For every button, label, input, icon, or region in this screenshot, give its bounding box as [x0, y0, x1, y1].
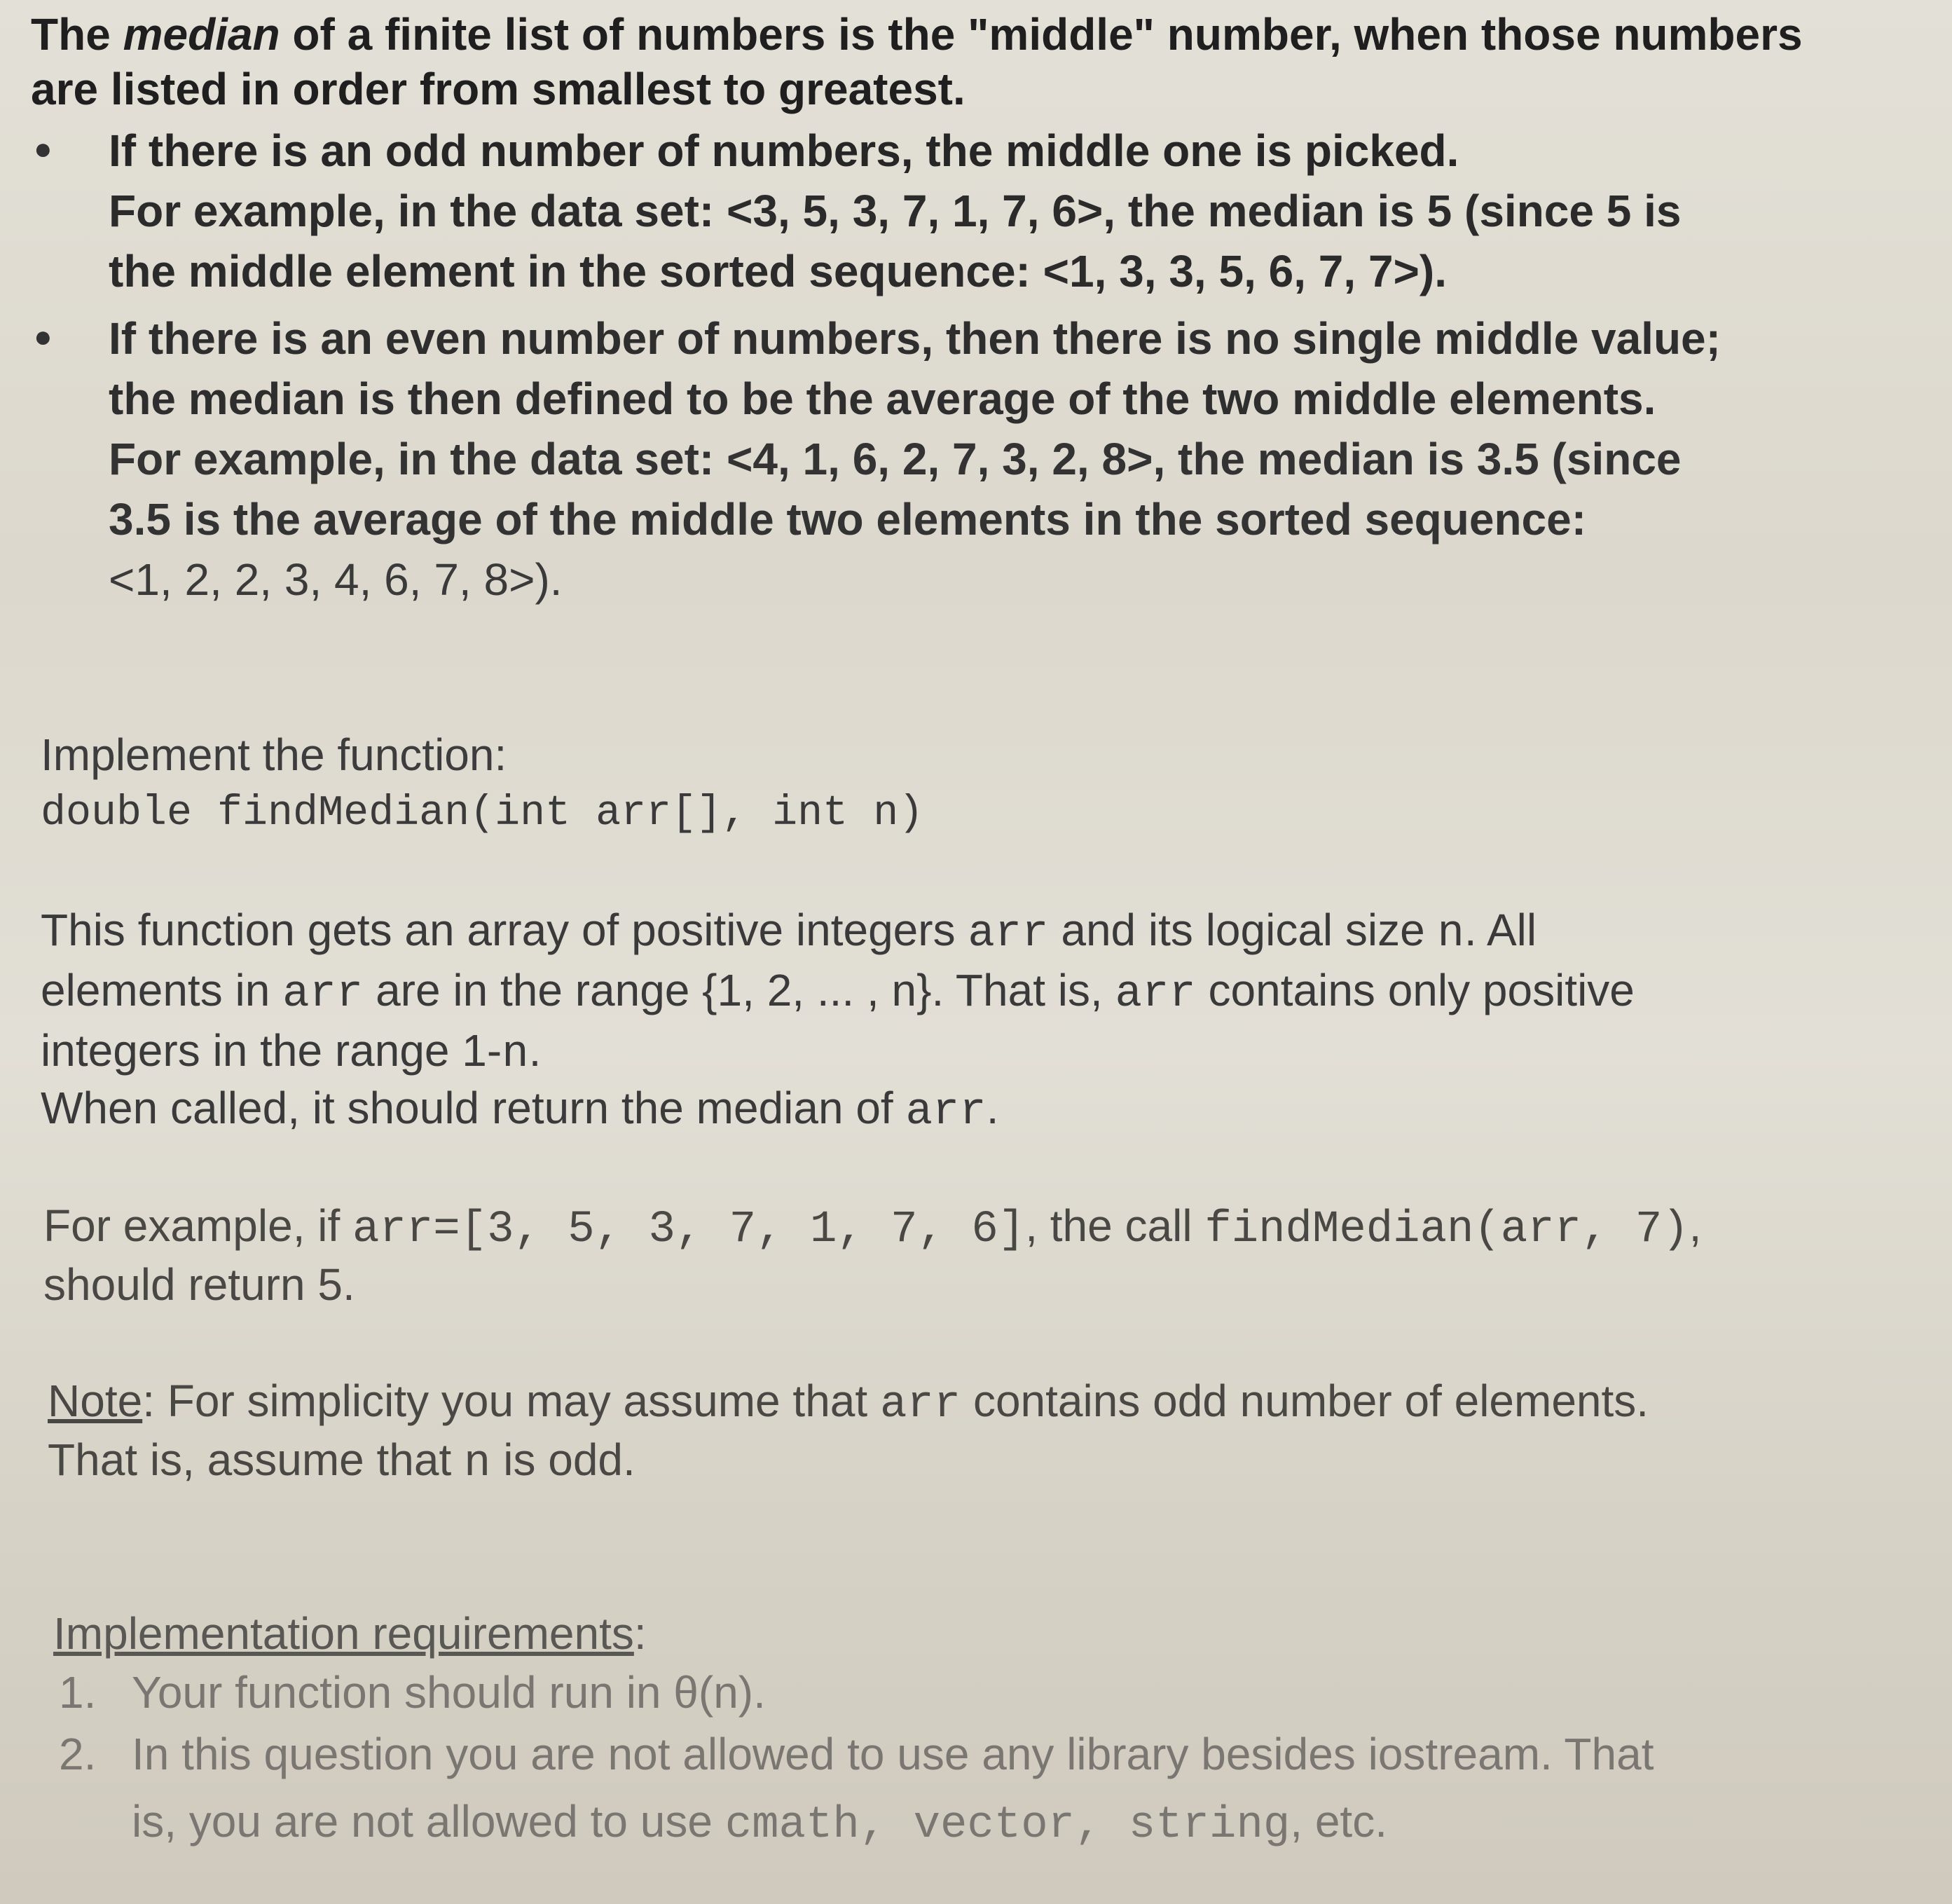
example-line-1: For example, if arr=[3, 5, 3, 7, 1, 7, 6], the call findMedian(arr, 7),	[43, 1200, 1702, 1255]
bullet-icon: ●	[34, 132, 53, 166]
requirement-2-number: 2.	[59, 1729, 97, 1779]
requirement-2-text-cont: is, you are not allowed to use cmath, vector, string, etc.	[132, 1796, 1387, 1851]
requirements-heading: Implementation requirements:	[53, 1608, 647, 1659]
note-line-2: That is, assume that n is odd.	[48, 1434, 635, 1489]
implement-label: Implement the function:	[41, 730, 507, 780]
intro-line-2: are listed in order from smallest to greatest.	[31, 64, 965, 114]
description-line-3: integers in the range 1-n.	[41, 1025, 542, 1080]
intro-text: The	[31, 9, 123, 60]
function-signature: double findMedian(int arr[], int n)	[41, 790, 924, 837]
bullet-2-line-4: 3.5 is the average of the middle two elements in the sorted sequence:	[109, 494, 1587, 545]
intro-paragraph	[31, 4, 1803, 64]
bullet-icon: ●	[34, 320, 53, 354]
example-line-2: should return 5.	[43, 1259, 355, 1310]
median-term: median	[123, 9, 280, 60]
bullet-2-line-2: the median is then defined to be the average of the two middle elements.	[109, 374, 1656, 424]
bullet-1-line-1: If there is an odd number of numbers, the middle one is picked.	[109, 125, 1459, 176]
bullet-1-line-2: For example, in the data set: <3, 5, 3, 7, 1, 7, 6>, the median is 5 (since 5 is	[109, 186, 1682, 236]
requirement-2-text: In this question you are not allowed to use any library besides iostream. That	[132, 1729, 1654, 1779]
intro-text: of a finite list of numbers is the "middle" number, when those numbers	[280, 9, 1803, 60]
bullet-2-line-5: <1, 2, 2, 3, 4, 6, 7, 8>).	[109, 554, 563, 605]
description-line-4: When called, it should return the median of arr.	[41, 1083, 999, 1137]
bullet-1-line-3: the middle element in the sorted sequence: <1, 3, 3, 5, 6, 7, 7>).	[109, 246, 1447, 296]
requirement-1-text: Your function should run in θ(n).	[132, 1667, 766, 1718]
bullet-2-line-1: If there is an even number of numbers, then there is no single middle value;	[109, 313, 1721, 364]
requirement-1-number: 1.	[59, 1667, 97, 1718]
description-line-1: This function gets an array of positive integers arr and its logical size n. All	[41, 905, 1537, 959]
description-line-2: elements in arr are in the range {1, 2, ... , n}. That is, arr contains only positive	[41, 965, 1635, 1020]
note-line-1: Note: For simplicity you may assume that arr contains odd number of elements.	[48, 1376, 1649, 1430]
bullet-2-line-3: For example, in the data set: <4, 1, 6, 2, 7, 3, 2, 8>, the median is 3.5 (since	[109, 434, 1682, 484]
note-label: Note	[48, 1376, 143, 1426]
